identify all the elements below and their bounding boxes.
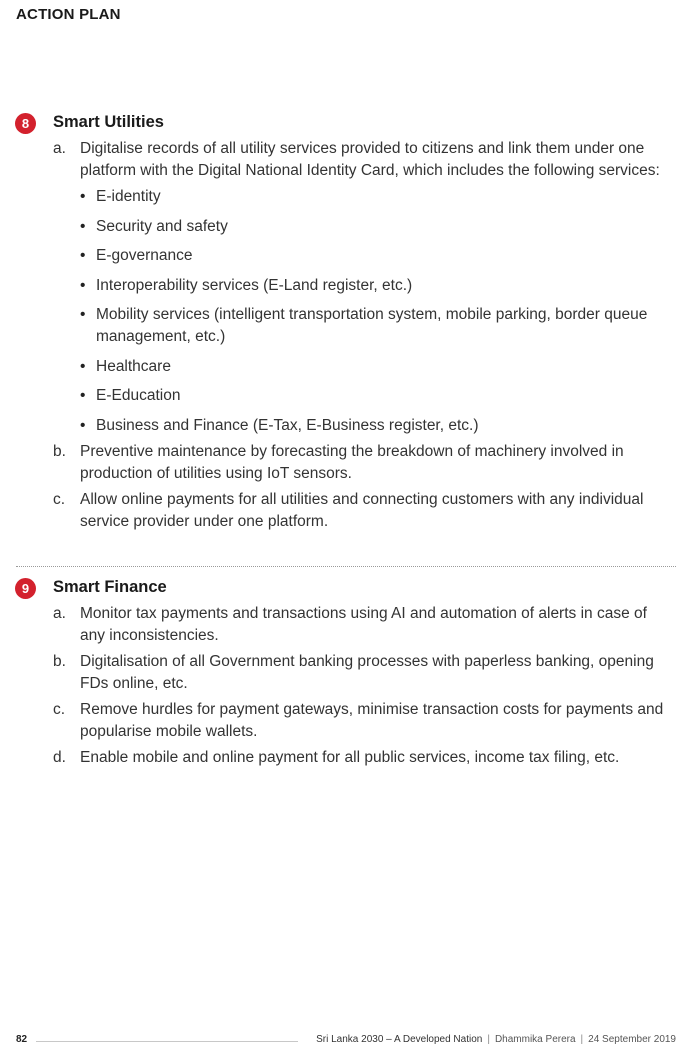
footer-rule [36, 1041, 298, 1042]
page-number: 82 [16, 1034, 28, 1045]
bullet-item: • E-governance [80, 245, 666, 267]
section-number-badge: 9 [15, 578, 36, 599]
item-letter: b. [53, 653, 66, 670]
footer-doc-title: Sri Lanka 2030 – A Developed Nation [316, 1034, 483, 1045]
footer-separator: | [580, 1034, 584, 1045]
item-text: Monitor tax payments and transactions using AI and automation of alerts in case of any inconsistencies. [80, 605, 647, 644]
footer-separator: | [487, 1034, 490, 1045]
item-letter: b. [53, 442, 66, 460]
item-text: Digitalisation of all Government banking processes with paperless banking, opening FDs online, etc. [80, 653, 654, 692]
section-smart-utilities [0, 112, 686, 533]
bullet-list [80, 186, 666, 437]
section-title: Smart Finance [53, 578, 167, 596]
list-item [0, 489, 686, 533]
footer-author: Dhammika Perera [494, 1034, 576, 1045]
footer-text [316, 1034, 676, 1045]
section-title: Smart Utilities [53, 113, 164, 131]
section-divider [16, 566, 676, 567]
bullet-item: • Interoperability services (E-Land register, etc.) [80, 275, 666, 297]
list-item [0, 699, 686, 743]
bullet-item: • E-Education [80, 385, 666, 407]
bullet-item: • Security and safety [80, 216, 666, 238]
section-heading [0, 112, 686, 136]
item-text: Remove hurdles for payment gateways, minimise transaction costs for payments and popularise mobile wallets. [80, 701, 664, 740]
list-item [0, 651, 686, 695]
item-letter: a. [53, 605, 66, 622]
item-letter: c. [53, 701, 66, 718]
section-number-badge: 8 [15, 113, 36, 134]
list-item [0, 603, 686, 647]
item-text: Allow online payments for all utilities and connecting customers with any individual service provider under one platform. [80, 490, 644, 530]
page-footer [16, 1034, 676, 1048]
item-letter: d. [53, 749, 66, 766]
bullet-item: • Healthcare [80, 356, 666, 378]
list-item [0, 747, 686, 769]
footer-date: 24 September 2019 [588, 1034, 676, 1045]
bullet-item: • E-identity [80, 186, 666, 208]
list-item [0, 138, 686, 437]
item-text: Enable mobile and online payment for all public services, income tax filing, etc. [80, 749, 620, 766]
bullet-item: • Business and Finance (E-Tax, E-Business register, etc.) [80, 415, 666, 437]
section-smart-finance [0, 577, 686, 769]
item-letter: c. [53, 490, 66, 508]
item-text: Digitalise records of all utility services provided to citizens and link them under one platform with the Digital National Identity Card, which includes the following services: [80, 140, 660, 179]
list-item [0, 441, 686, 485]
bullet-item: • Mobility services (intelligent transportation system, mobile parking, border queue management, etc.) [80, 304, 666, 348]
section-heading [0, 577, 686, 601]
item-letter: a. [53, 140, 66, 157]
item-text: Preventive maintenance by forecasting the breakdown of machinery involved in production of utilities using IoT sensors. [80, 442, 624, 482]
page-header-title: ACTION PLAN [16, 6, 121, 23]
